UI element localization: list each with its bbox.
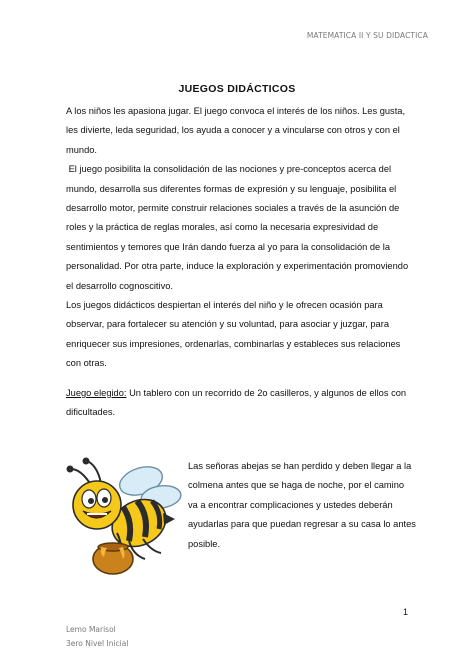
footer bbox=[66, 623, 128, 651]
chosen-game-text: Un tablero con un recorrido de 2o casilleros, y algunos de ellos con dificultades. bbox=[66, 387, 407, 418]
running-header: MATEMATICA II Y SU DIDACTICA bbox=[306, 31, 428, 40]
chosen-game bbox=[66, 384, 412, 423]
chosen-game-label: Juego elegido: bbox=[66, 387, 127, 398]
bee-with-honey-pot-icon bbox=[63, 455, 191, 583]
footer-course: 3ero Nivel Inicial bbox=[66, 639, 129, 648]
footer-author: Lemo Marisol bbox=[66, 625, 116, 634]
document-body bbox=[66, 102, 412, 423]
paragraph-play-benefits-text: El juego posibilita la consolidación de las nociones y pre-conceptos acerca del mundo, desarrolla sus diferentes formas de expresión y su lenguaje, posibilita el desarrollo motor, permite construir relaciones sociales a través de la asunción de roles y la práctica de reglas morales, así como la necesaria expresividad de sentimientos y temores que Irán dando fuerza al yo para la consolidación de la personalidad. Por otra parte, induce la exploración y experimentación promoviendo el desarrollo cognoscitivo. bbox=[66, 164, 409, 291]
bee-story-text: Las señoras abejas se han perdido y deben llegar a la colmena antes que se haga de noche, por el camino va a encontrar complicaciones y ustedes deberán ayudarlas para que puedan regresar a su casa lo antes posible. bbox=[188, 461, 416, 549]
page-number: 1 bbox=[402, 607, 408, 617]
paragraph-didactic-games: Los juegos didácticos despiertan el interés del niño y le ofrecen ocasión para observar, para fortalecer su atención y su voluntad, para asociar y juzgar, para enriquecer sus impresiones, ordenarlas, combinarlas y estableces sus relaciones con otras. bbox=[66, 300, 401, 369]
paragraph-intro: A los niños les apasiona jugar. El juego convoca el interés de los niños. Les gusta, les divierte, leda seguridad, los ayuda a conocer y a vincularse con otros y con el mundo. bbox=[66, 106, 406, 155]
paragraph-play-benefits bbox=[66, 160, 412, 296]
document-title: JUEGOS DIDÁCTICOS bbox=[178, 83, 296, 95]
